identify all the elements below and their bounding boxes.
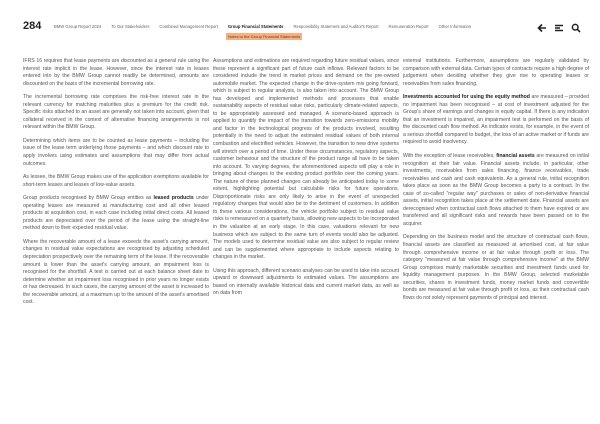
text: Group products recognised by BMW Group entities as bbox=[23, 195, 154, 202]
search-icon[interactable] bbox=[571, 20, 581, 30]
nav-item-other-info[interactable]: Other Information bbox=[438, 24, 472, 29]
paragraph: Depending on the business model and the structure of contractual cash flows, financial assets are classified as measured at amortised cost, at fair value through comprehensive income or at fair value through profit or loss. The category "measured at fair value through comprehensive income" at the BMW Group comprises mainly marketable securities and investment funds used for liquidity management purposes. In the BMW Group, selected marketable securities, shares in investment funds, money market funds and convertible bonds are measured at fair value through profit or loss, as their contractual cash flows do not solely represent payments of principal and interest. bbox=[403, 234, 589, 301]
text: With the exception of lease receivables, bbox=[403, 153, 497, 160]
text: under operating leases are measured at manufacturing cost and all other leased products at acquisition cost, in each case including initial direct costs. All leased products are depreciated over the period of the lease using the straight-line method down to their expected residual value. bbox=[23, 195, 210, 232]
menu-icon[interactable] bbox=[554, 20, 564, 30]
nav-item-report[interactable]: BMW Group Report 2024 bbox=[54, 24, 102, 29]
nav-item-responsibility[interactable]: Responsibility Statement and Auditor's Report bbox=[293, 24, 379, 29]
paragraph: As lessee, the BMW Group makes use of the application exemptions available for short-term leases and leases of low-value assets. bbox=[23, 174, 209, 188]
paragraph: external institutions. Furthermore, assumptions are regularly validated by comparison with external data. Certain types of contracts require a high degree of judgement when deciding whether they give rise to operating leases or receivables from sales financing. bbox=[403, 58, 589, 87]
nav-item-stakeholders[interactable]: To Our Stakeholders bbox=[111, 24, 150, 29]
top-navigation bbox=[54, 24, 471, 29]
term-financial-assets: financial assets bbox=[496, 153, 535, 160]
text: are measured on initial recognition at their fair value. Financial assets include, in particular, other investments, receivables from sales financing, finance receivables, trade receivables and cash and cash equivalents. As a general rule, initial recognition takes place as soon as the BMW Group becomes a party to a contract. In the case of so-called "regular way" purchases or sales of non-derivative financial assets, initial recognition takes place at the settlement date. Financial assets are derecognised when contractual cash flows attached to them have expired or are transferred and all significant risks and rewards have been passed on to the acquirer. bbox=[403, 153, 590, 227]
nav-item-management-report[interactable]: Combined Management Report bbox=[159, 24, 218, 29]
text-column-1 bbox=[23, 58, 209, 313]
text-column-3 bbox=[403, 58, 589, 308]
subtab-notes[interactable]: Notes to the Group Financial Statements bbox=[228, 34, 301, 39]
page-number: 284 bbox=[23, 20, 42, 32]
nav-item-remuneration[interactable]: Remuneration Report bbox=[388, 24, 429, 29]
text-column-2 bbox=[213, 58, 399, 304]
term-equity-method: Investments accounted for using the equity method bbox=[403, 94, 530, 101]
paragraph: The incremental borrowing rate comprises the risk-free interest rate in the relevant currency for matching maturities plus a premium for the credit risk. Specific risks attached to an asset are generally not taken into account, given that collateral received in the context of alternative financing arrangements is not relevant within the BMW Group. bbox=[23, 94, 209, 131]
paragraph bbox=[23, 195, 209, 233]
paragraph: Where the recoverable amount of a lease exceeds the asset's carrying amount, changes in residual value expectations are recognised by adjusting scheduled depreciation prospectively over the remaining term of the lease. If the recoverable amount is lower than the asset's carrying amount, an impairment loss is recognised for the shortfall. A test is carried out at each balance sheet date to determine whether an impairment loss recognised in prior years no longer exists or has decreased. In such cases, the carrying amount of the asset is increased to the recoverable amount, at a maximum up to the amount of the asset's amortised cost. bbox=[23, 238, 209, 306]
text: are measured – provided no impairment has been recognised – at cost of investment adjusted for the Group's share of earnings and changes in equity capital. If there is any indication that an investment is impaired, an impairment test is performed on the basis of the discounted cash flow method. An indicator exists, for example, in the event of a serious shortfall compared to budget, the loss of an active market or if funds are required to avoid insolvency. bbox=[403, 94, 589, 146]
paragraph: Using this approach, different scenario analyses can be used to take into account upward or downward adjustments to estimated values. The assumptions are based on internally available historical data and current market data, as well as on data from bbox=[213, 267, 399, 297]
toolbar-icons bbox=[537, 20, 581, 30]
paragraph: Determining which items are to be counted as lease payments – including the issue of the lease term underlying those payments – and which discount rate to apply involves using estimates and assumptions that may differ from actual outcomes. bbox=[23, 137, 209, 167]
term-leased-products: leased products bbox=[153, 195, 194, 202]
nav-item-financial-statements[interactable]: Group Financial Statements bbox=[227, 24, 284, 29]
page-header bbox=[0, 0, 600, 45]
paragraph bbox=[403, 153, 589, 228]
paragraph bbox=[403, 94, 589, 147]
paragraph: IFRS 16 requires that lease payments are discounted as a general rule using the interest rate implicit in the lease. However, since the interest rate in leases entered into by the BMW Group cannot readily be determined, amounts are discounted on the basis of the incremental borrowing rate. bbox=[23, 58, 209, 87]
paragraph: Assumptions and estimations are required regarding future residual values, since these represent a significant part of future cash inflows. Relevant factors to be considered include the trend in market prices and demand on the pre-owned automobile market. The expected change in the drive-system mix going forward, which is subject to regular analysis, is also taken into account. The BMW Group has developed and implemented methods and processes that enable sustainability aspects of residual value risks, particularly climate-related aspects, to be appropriately assessed and managed. A scenario-based approach is applied to quantify the impact of the transition towards zero-emissions mobility and factor in the technological progress of the products involved, resulting potentially in the need to adjust the estimated residual values of both internal combustion and electrified vehicles. However, the transition to new drive systems will stretch over a period of time. Under these circumstances, regulatory aspects, customer behaviour and the structure of the product range all have to be taken into account. To varying degrees, the aforementioned aspects will play a role in bringing about changes to the existing product portfolio over the coming years. The nature of these planned changes can already be anticipated today to some extent, highlighting potential but calculable risks for future operations. Disproportionate risks are only likely to arise in the event of unexpected regulatory changes that would also be to the detriment of customers. In addition to these various considerations, the vehicle portfolio subject to residual value risks is remeasured on a quarterly basis, allowing new aspects to be incorporated in the valuation at an early stage. In this case, valuations relevant for new business which are subject to the same turn of events would also be adjusted. The models used to determine residual value are also subject to regular review and can be supplemented where appropriate to include aspects relating to changes in the market. bbox=[213, 58, 399, 261]
back-arrow-icon[interactable] bbox=[537, 20, 547, 30]
